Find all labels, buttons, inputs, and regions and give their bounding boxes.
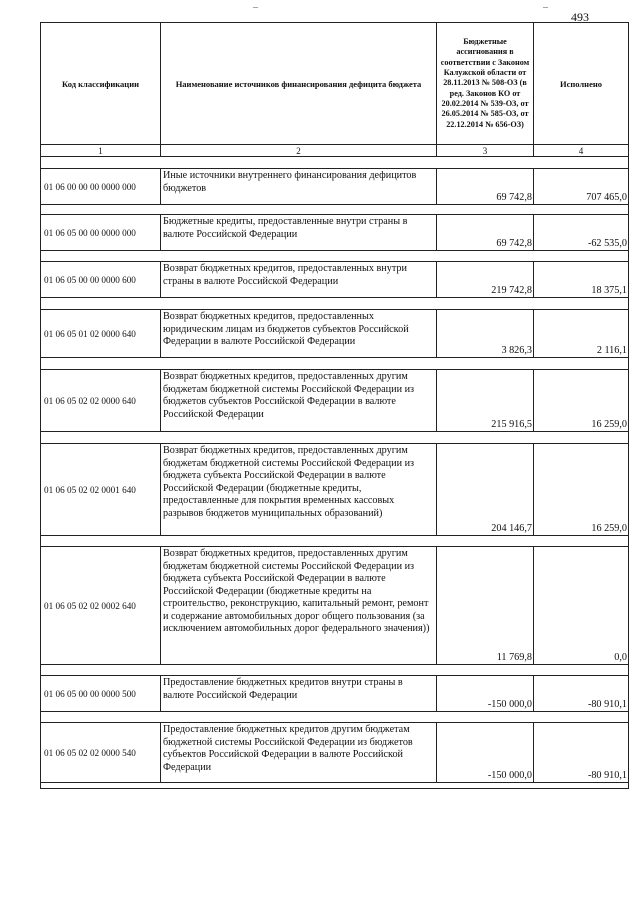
spacer-cell — [41, 536, 629, 547]
spacer-cell — [41, 665, 629, 676]
executed-amount-cell: 16 259,0 — [534, 370, 629, 432]
spacer-cell — [41, 298, 629, 310]
source-name-cell: Возврат бюджетных кредитов, предоставленных другим бюджетам бюджетной системы Российской Федерации из бюджета субъекта Российской Федерации в валюте Российской Федерации (бюджетные кредиты на строительство, реконструкцию, капитальный ремонт, ремонт и содержание автомобильных дорог общего пользования (за исключением автомобильных дорог федерального значения)) — [161, 547, 437, 665]
source-name-cell: Возврат бюджетных кредитов, предоставленных другим бюджетам бюджетной системы Российской Федерации из бюджета субъекта Российской Федерации в валюте Российской Федерации (бюджетные кредиты, предоставленные для покрытия временных кассовых разрывов бюджетов муниципальных образований) — [161, 444, 437, 536]
table-row — [41, 370, 629, 432]
table-row — [41, 723, 629, 783]
executed-amount-cell: 16 259,0 — [534, 444, 629, 536]
table-header-row — [41, 23, 629, 145]
table-body — [41, 157, 629, 789]
planned-amount-cell: 69 742,8 — [437, 215, 534, 251]
table-row — [41, 547, 629, 665]
classification-code-cell: 01 06 05 02 02 0000 540 — [41, 723, 161, 783]
column-number: 2 — [161, 145, 437, 157]
planned-amount-cell: 3 826,3 — [437, 310, 534, 358]
header-budget-allocations: Бюджетные ассигнования в соответствии с Законом Калужской области от 28.11.2013 № 508-ОЗ (в ред. Законов КО от 20.02.2014 № 539-ОЗ, от 26.05.2014 № 585-ОЗ, от 22.12.2014 № 656-ОЗ) — [437, 23, 534, 145]
source-name-cell: Предоставление бюджетных кредитов другим бюджетам бюджетной системы Российской Федерации из бюджетов субъектов Российской Федерации в валюте Российской Федерации — [161, 723, 437, 783]
classification-code-cell: 01 06 05 02 02 0000 640 — [41, 370, 161, 432]
classification-code-cell: 01 06 05 02 02 0001 640 — [41, 444, 161, 536]
table-row — [41, 444, 629, 536]
spacer-cell — [41, 205, 629, 215]
planned-amount-cell: 11 769,8 — [437, 547, 534, 665]
planned-amount-cell: 219 742,8 — [437, 262, 534, 298]
planned-amount-cell: 69 742,8 — [437, 169, 534, 205]
scan-mark-right: – — [543, 2, 548, 13]
spacer-row — [41, 358, 629, 370]
page-number: 493 — [571, 10, 589, 24]
spacer-cell — [41, 157, 629, 169]
executed-amount-cell: 2 116,1 — [534, 310, 629, 358]
spacer-cell — [41, 251, 629, 262]
column-number-row — [41, 145, 629, 157]
executed-amount-cell: -80 910,1 — [534, 676, 629, 712]
spacer-row — [41, 783, 629, 789]
spacer-row — [41, 251, 629, 262]
classification-code-cell: 01 06 00 00 00 0000 000 — [41, 169, 161, 205]
planned-amount-cell: 204 146,7 — [437, 444, 534, 536]
column-number: 4 — [534, 145, 629, 157]
source-name-cell: Предоставление бюджетных кредитов внутри страны в валюте Российской Федерации — [161, 676, 437, 712]
executed-amount-cell: 0,0 — [534, 547, 629, 665]
source-name-cell: Возврат бюджетных кредитов, предоставленных другим бюджетам бюджетной системы Российской Федерации из бюджетов субъектов Российской Федерации в валюте Российской Федерации — [161, 370, 437, 432]
spacer-cell — [41, 358, 629, 370]
classification-code-cell: 01 06 05 02 02 0002 640 — [41, 547, 161, 665]
executed-amount-cell: 707 465,0 — [534, 169, 629, 205]
planned-amount-cell: -150 000,0 — [437, 723, 534, 783]
classification-code-cell: 01 06 05 00 00 0000 000 — [41, 215, 161, 251]
source-name-cell: Возврат бюджетных кредитов, предоставленных юридическим лицам из бюджетов субъектов Российской Федерации в валюте Российской Федерации — [161, 310, 437, 358]
table-row — [41, 215, 629, 251]
spacer-row — [41, 298, 629, 310]
spacer-row — [41, 157, 629, 169]
source-name-cell: Бюджетные кредиты, предоставленные внутри страны в валюте Российской Федерации — [161, 215, 437, 251]
header-executed: Исполнено — [534, 23, 629, 145]
executed-amount-cell: -62 535,0 — [534, 215, 629, 251]
spacer-row — [41, 205, 629, 215]
spacer-row — [41, 712, 629, 723]
header-source-name: Наименование источников финансирования дефицита бюджета — [161, 23, 437, 145]
table-row — [41, 676, 629, 712]
table-row — [41, 262, 629, 298]
spacer-cell — [41, 783, 629, 789]
planned-amount-cell: 215 916,5 — [437, 370, 534, 432]
table-row — [41, 169, 629, 205]
budget-deficit-financing-table — [40, 22, 629, 789]
classification-code-cell: 01 06 05 01 02 0000 640 — [41, 310, 161, 358]
classification-code-cell: 01 06 05 00 00 0000 500 — [41, 676, 161, 712]
scan-mark-left: – — [253, 2, 258, 13]
classification-code-cell: 01 06 05 00 00 0000 600 — [41, 262, 161, 298]
spacer-cell — [41, 432, 629, 444]
spacer-row — [41, 536, 629, 547]
spacer-row — [41, 665, 629, 676]
spacer-cell — [41, 712, 629, 723]
executed-amount-cell: 18 375,1 — [534, 262, 629, 298]
column-number: 3 — [437, 145, 534, 157]
executed-amount-cell: -80 910,1 — [534, 723, 629, 783]
spacer-row — [41, 432, 629, 444]
table-row — [41, 310, 629, 358]
source-name-cell: Возврат бюджетных кредитов, предоставленных внутри страны в валюте Российской Федерации — [161, 262, 437, 298]
planned-amount-cell: -150 000,0 — [437, 676, 534, 712]
source-name-cell: Иные источники внутреннего финансирования дефицитов бюджетов — [161, 169, 437, 205]
column-number: 1 — [41, 145, 161, 157]
header-classification-code: Код классификации — [41, 23, 161, 145]
